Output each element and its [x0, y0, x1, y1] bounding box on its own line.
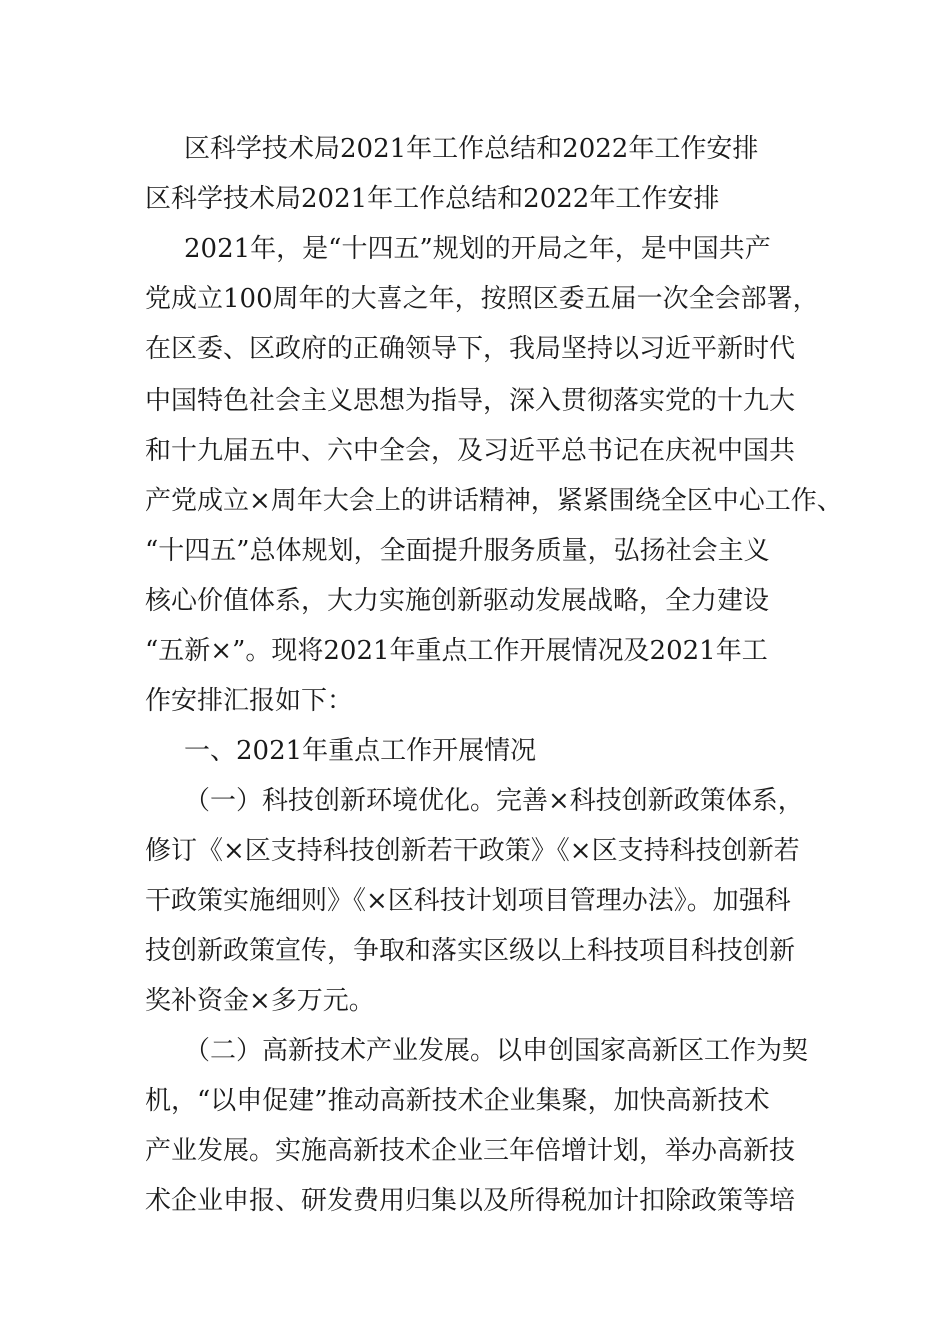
document-title: 区科学技术局2021年工作总结和2022年工作安排 — [184, 134, 759, 164]
body-line: 作安排汇报如下： — [145, 686, 354, 716]
body-line: 核心价值体系，大力实施创新驱动发展战略，全力建设 — [145, 586, 770, 616]
body-line: 技创新政策宣传，争取和落实区级以上科技项目科技创新 — [145, 936, 796, 966]
body-line: 奖补资金×多万元。 — [145, 986, 375, 1016]
body-line: “十四五”总体规划，全面提升服务质量，弘扬社会主义 — [145, 536, 770, 566]
body-line: 2021年，是“十四五”规划的开局之年，是中国共产 — [184, 234, 771, 264]
body-line: “五新×”。现将2021年重点工作开展情况及2021年工 — [145, 636, 768, 666]
body-line: 在区委、区政府的正确领导下，我局坚持以习近平新时代 — [145, 334, 796, 364]
subsection-line: （二）高新技术产业发展。以申创国家高新区工作为契 — [184, 1036, 809, 1066]
section-heading: 一、2021年重点工作开展情况 — [184, 736, 537, 766]
body-line: 和十九届五中、六中全会，及习近平总书记在庆祝中国共 — [145, 436, 796, 466]
body-line: 修订《×区支持科技创新若干政策》《×区支持科技创新若 — [145, 836, 800, 866]
subsection-line: （一）科技创新环境优化。完善×科技创新政策体系， — [184, 786, 804, 816]
document-title-repeat: 区科学技术局2021年工作总结和2022年工作安排 — [145, 184, 720, 214]
body-line: 机，“以申促建”推动高新技术企业集聚，加快高新技术 — [145, 1086, 770, 1116]
body-line: 产党成立×周年大会上的讲话精神，紧紧围绕全区中心工作、 — [145, 486, 843, 516]
body-line: 产业发展。实施高新技术企业三年倍增计划，举办高新技 — [145, 1136, 796, 1166]
body-line: 中国特色社会主义思想为指导，深入贯彻落实党的十九大 — [145, 386, 796, 416]
body-line: 党成立100周年的大喜之年，按照区委五届一次全会部署， — [145, 284, 819, 314]
body-line: 术企业申报、研发费用归集以及所得税加计扣除政策等培 — [145, 1186, 796, 1216]
body-line: 干政策实施细则》《×区科技计划项目管理办法》。加强科 — [145, 886, 791, 916]
